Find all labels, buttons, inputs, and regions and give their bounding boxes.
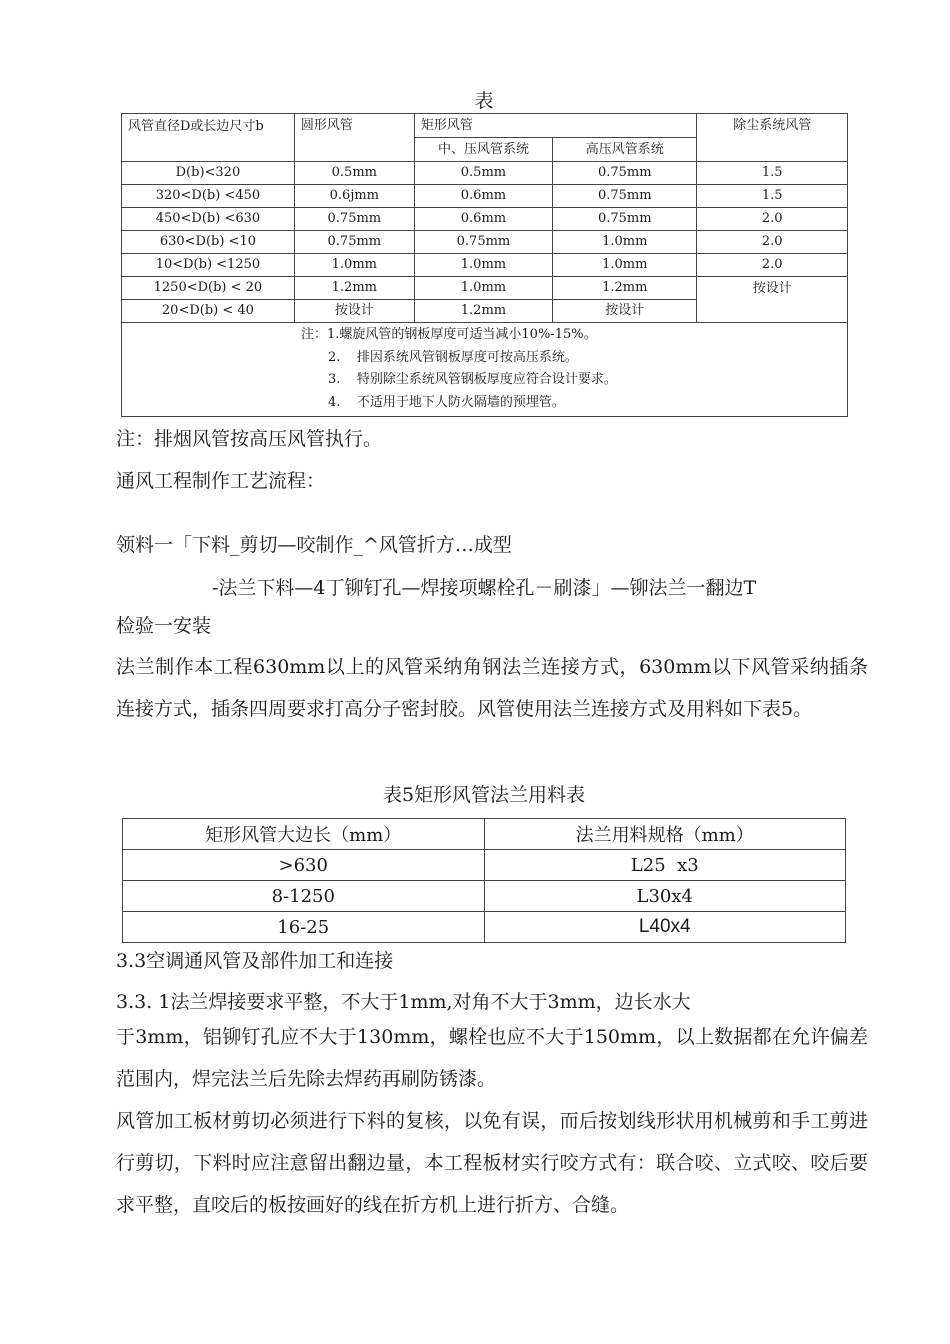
cell-rect-mid: 1.2mm — [414, 300, 552, 323]
table-row — [122, 277, 848, 300]
cell-rect-high: 按设计 — [553, 300, 697, 323]
cell-rect-mid: 1.0mm — [414, 277, 552, 300]
cell-rect-high: 1.2mm — [553, 277, 697, 300]
cell-size: 450<D(b) <630 — [122, 208, 295, 231]
section-3-3-1-rest: 于3mm，铝铆钉孔应不大于130mm，螺栓也应不大于150mm，以上数据都在允许偏差范围内，焊完法兰后先除去焊药再刷防锈漆。 — [116, 1026, 868, 1090]
cell-rect-mid: 0.5mm — [414, 162, 552, 185]
table-row — [122, 162, 848, 185]
cell-dust: 2.0 — [697, 208, 848, 231]
header-flange-spec: 法兰用料规格（mm） — [484, 819, 846, 850]
cell-size: 630<D(b) <10 — [122, 231, 295, 254]
cell-round: 0.5mm — [294, 162, 414, 185]
cell-rect-mid: 0.6mm — [414, 185, 552, 208]
flow-line-1: 领料一「下料_剪切—咬制作_^风管折方…成型 — [116, 534, 512, 556]
note-3: 3. 特别除尘系统风管钢板厚度应符合设计要求。 — [328, 372, 617, 387]
table-row — [122, 231, 848, 254]
cell-dust: 1.5 — [697, 162, 848, 185]
cell-size: 10<D(b) <1250 — [122, 254, 295, 277]
cell-rect-high: 0.75mm — [553, 185, 697, 208]
section-3-3-heading: 3.3空调通风管及部件加工和连接 — [116, 950, 394, 972]
table-row — [122, 185, 848, 208]
cell-rect-high: 0.75mm — [553, 162, 697, 185]
table-header-row — [123, 819, 846, 850]
table1-title: 表 — [474, 90, 494, 112]
flange-paragraph: 法兰制作本工程630mm以上的风管采纳角钢法兰连接方式，630mm以下风管采纳插条连接方式，插条四周要求打高分子密封胶。风管使用法兰连接方式及用料如下表5。 — [116, 656, 868, 720]
table-row — [123, 881, 846, 912]
cell-flange-spec: L40x4 — [484, 912, 846, 943]
note-2: 2. 排因系统风管钢板厚度可按高压系统。 — [328, 349, 578, 365]
table-row — [122, 254, 848, 277]
table1-notes — [122, 323, 848, 417]
cell-rect-mid: 0.75mm — [414, 231, 552, 254]
cell-rect-mid: 0.6mm — [414, 208, 552, 231]
cell-size: 320<D(b) <450 — [122, 185, 295, 208]
cell-dust: 按设计 — [697, 277, 848, 323]
section-3-3-1-line1: 3.3. 1法兰焊接要求平整，不大于1mm,对角不大于3mm，边长水大 — [116, 991, 691, 1013]
table-row — [123, 850, 846, 881]
note-4: 4. 不适用于地下人防火隔墙的预埋管。 — [328, 394, 565, 410]
cell-rect-high: 1.0mm — [553, 254, 697, 277]
cell-size: 1250<D(b) < 20 — [122, 277, 295, 300]
table-row — [122, 208, 848, 231]
cell-flange-spec: L25 x3 — [484, 850, 846, 881]
note-1: 注：1.螺旋风管的钢板厚度可适当减小10%-15%。 — [301, 327, 597, 342]
header-dust-duct: 除尘系统风管 — [697, 114, 848, 162]
cell-round: 1.0mm — [294, 254, 414, 277]
header-long-side: 矩形风管大边长（mm） — [123, 819, 485, 850]
header-duct-size: 风管直径D或长边尺寸b — [122, 114, 295, 162]
table-row — [123, 912, 846, 943]
cell-round: 1.2mm — [294, 277, 414, 300]
header-rect-high-pressure: 高压风管系统 — [553, 138, 697, 162]
flow-line-3: 检验一安装 — [116, 615, 212, 637]
cell-size: D(b)<320 — [122, 162, 295, 185]
cutting-paragraph: 风管加工板材剪切必须进行下料的复核，以免有误，而后按划线形状用机械剪和手工剪进行剪切，下料时应注意留出翻边量，本工程板材实行咬方式有：联合咬、立式咬、咬后要求平整，直咬后的板按画好的线在折方机上进行折方、合缝。 — [116, 1110, 868, 1216]
cell-long-side: 8-1250 — [123, 881, 485, 912]
cell-round: 0.75mm — [294, 208, 414, 231]
cell-round: 0.6jmm — [294, 185, 414, 208]
process-heading: 通风工程制作工艺流程： — [116, 470, 326, 492]
cell-dust: 2.0 — [697, 231, 848, 254]
cell-rect-high: 1.0mm — [553, 231, 697, 254]
cell-long-side: >630 — [123, 850, 485, 881]
cell-rect-mid: 1.0mm — [414, 254, 552, 277]
header-rect-duct: 矩形风管 — [414, 114, 697, 138]
cell-size: 20<D(b) < 40 — [122, 300, 295, 323]
table5-title: 表5矩形风管法兰用料表 — [382, 784, 586, 806]
flange-material-table — [122, 818, 846, 943]
cell-dust: 2.0 — [697, 254, 848, 277]
cell-round: 0.75mm — [294, 231, 414, 254]
cell-long-side: 16-25 — [123, 912, 485, 943]
header-round-duct: 圆形风管 — [294, 114, 414, 162]
flow-line-2: -法兰下料—4丁铆钉孔—焊接项螺栓孔－刷漆」—铆法兰一翻边T — [212, 577, 757, 599]
cell-rect-high: 0.75mm — [553, 208, 697, 231]
duct-thickness-table — [121, 113, 848, 417]
cell-flange-spec: L30x4 — [484, 881, 846, 912]
header-rect-mid-pressure: 中、压风管系统 — [414, 138, 552, 162]
cell-dust: 1.5 — [697, 185, 848, 208]
cell-round: 按设计 — [294, 300, 414, 323]
note-smoke-duct: 注：排烟风管按高压风管执行。 — [116, 428, 383, 450]
